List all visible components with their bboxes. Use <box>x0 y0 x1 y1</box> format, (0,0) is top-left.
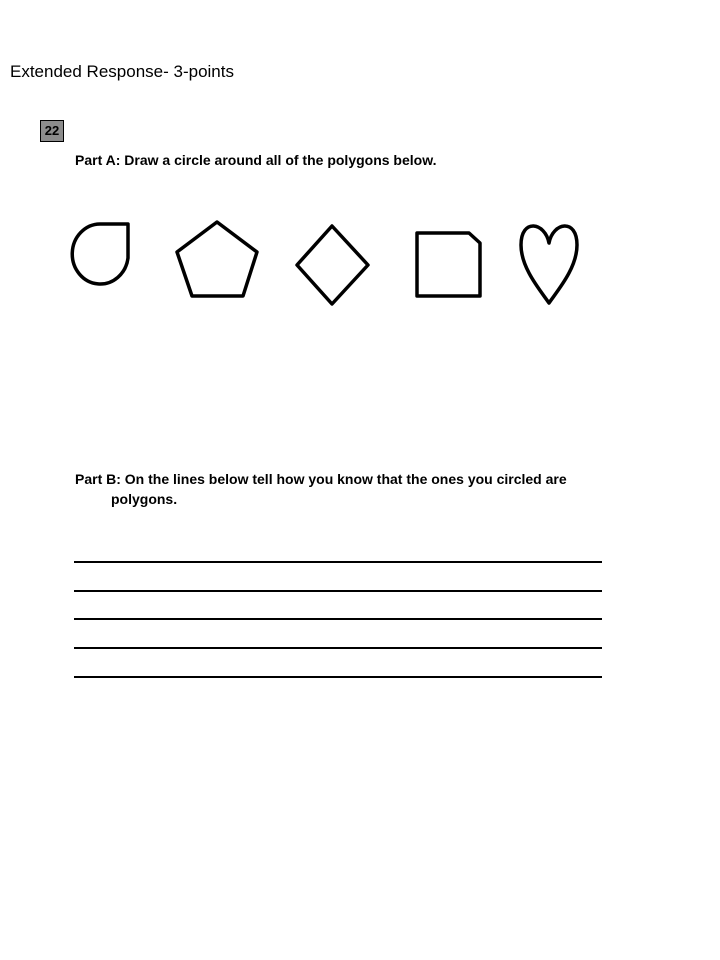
answer-line-4[interactable] <box>74 647 602 649</box>
pentagon-shape <box>177 222 257 296</box>
answer-line-3[interactable] <box>74 618 602 620</box>
part-a-prompt: Part A: Draw a circle around all of the polygons below. <box>75 152 437 168</box>
teardrop-shape <box>72 224 128 284</box>
answer-line-1[interactable] <box>74 561 602 563</box>
page-title: Extended Response- 3-points <box>10 62 234 81</box>
heart-shape <box>521 226 577 303</box>
question-number-badge: 22 <box>40 120 64 142</box>
answer-line-5[interactable] <box>74 676 602 678</box>
part-b-prompt-line1: Part B: On the lines below tell how you know that the ones you circled are <box>75 471 567 487</box>
cut-corner-square-shape <box>417 233 480 296</box>
diamond-shape <box>297 226 368 304</box>
part-b-prompt-line2: polygons. <box>111 491 178 507</box>
answer-line-2[interactable] <box>74 590 602 592</box>
part-b-prompt <box>75 469 665 509</box>
